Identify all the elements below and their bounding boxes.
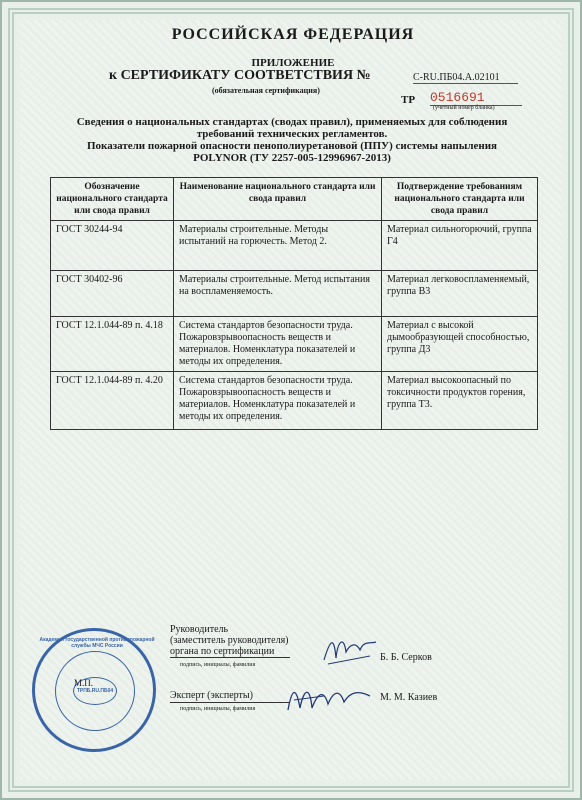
tr-label: ТР bbox=[401, 94, 416, 106]
cell-result: Материал сильногорючий, группа Г4 bbox=[382, 221, 538, 271]
certificate-title: к СЕРТИФИКАТУ СООТВЕТСТВИЯ № bbox=[109, 68, 371, 83]
table-row bbox=[51, 372, 538, 430]
standards-table bbox=[50, 177, 538, 430]
official-stamp bbox=[32, 628, 156, 752]
stamp-mp: М.П. bbox=[74, 678, 94, 688]
intro-line: Сведения о национальных стандартах (сводах правил), применяемых для соблюдения bbox=[76, 116, 508, 128]
table-row bbox=[51, 271, 538, 317]
table-header-row bbox=[51, 178, 538, 221]
blank-number-label: (учетный номер бланка) bbox=[433, 105, 495, 111]
appendix-title: ПРИЛОЖЕНИЕ bbox=[251, 57, 335, 69]
cell-result: Материал с высокой дымообразующей способностью, группа Д3 bbox=[382, 317, 538, 372]
cell-name: Система стандартов безопасности труда. Пожаровзрывоопасность веществ и материалов. Номенклатура показателей и методы их определения. bbox=[174, 317, 382, 372]
expert-handwritten-signature bbox=[284, 680, 374, 718]
stamp-center-text: ТРПБ.RU.ПБ04 bbox=[73, 677, 117, 705]
column-header-result: Подтверждение требованиям национального стандарта или свода правил bbox=[382, 178, 538, 221]
cell-code: ГОСТ 30402-96 bbox=[51, 271, 174, 317]
stamp-outer-text: Академия государственной противопожарной службы МЧС России bbox=[39, 637, 155, 649]
certificate-number: С-RU.ПБ04.А.02101 bbox=[413, 72, 518, 84]
expert-name: М. М. Казиев bbox=[380, 692, 438, 703]
cell-code: ГОСТ 30244-94 bbox=[51, 221, 174, 271]
cell-result: Материал легковоспламеняемый, группа В3 bbox=[382, 271, 538, 317]
head-label-line: Руководитель bbox=[170, 624, 229, 635]
cell-code: ГОСТ 12.1.044-89 п. 4.20 bbox=[51, 372, 174, 430]
head-label-line: органа по сертификации bbox=[170, 646, 275, 657]
expert-signature-caption: подпись, инициалы, фамилия bbox=[180, 706, 256, 712]
expert-signature-line bbox=[170, 702, 290, 703]
blank-number: 0516691 bbox=[430, 90, 522, 106]
intro-line: требований технических регламентов. bbox=[196, 128, 388, 140]
head-signature-caption: подпись, инициалы, фамилия bbox=[180, 662, 256, 668]
expert-label: Эксперт (эксперты) bbox=[170, 690, 253, 701]
column-header-name: Наименование национального стандарта или свода правил bbox=[174, 178, 382, 221]
head-handwritten-signature bbox=[320, 630, 380, 670]
cell-code: ГОСТ 12.1.044-89 п. 4.18 bbox=[51, 317, 174, 372]
table-row bbox=[51, 221, 538, 271]
head-name: Б. Б. Серков bbox=[380, 652, 432, 663]
cell-name: Система стандартов безопасности труда. Пожаровзрывоопасность веществ и материалов. Номенклатура показателей и методы их определения. bbox=[174, 372, 382, 430]
cell-name: Материалы строительные. Методы испытаний на горючесть. Метод 2. bbox=[174, 221, 382, 271]
head-signature-line bbox=[170, 657, 290, 658]
mandatory-note: (обязательная сертификация) bbox=[212, 86, 320, 95]
intro-text bbox=[42, 116, 542, 164]
head-label-line: (заместитель руководителя) bbox=[170, 635, 289, 646]
head-signature-label bbox=[170, 624, 289, 657]
intro-line: POLYNOR (ТУ 2257-005-12996967-2013) bbox=[193, 152, 391, 164]
intro-line: Показатели пожарной опасности пенополиуретановой (ППУ) системы напыления bbox=[86, 140, 498, 152]
country-title: РОССИЙСКАЯ ФЕДЕРАЦИЯ bbox=[171, 26, 415, 43]
cell-name: Материалы строительные. Метод испытания на воспламеняемость. bbox=[174, 271, 382, 317]
cell-result: Материал высокоопасный по токсичности продуктов горения, группа Т3. bbox=[382, 372, 538, 430]
column-header-code: Обозначение национального стандарта или свода правил bbox=[51, 178, 174, 221]
table-row bbox=[51, 317, 538, 372]
